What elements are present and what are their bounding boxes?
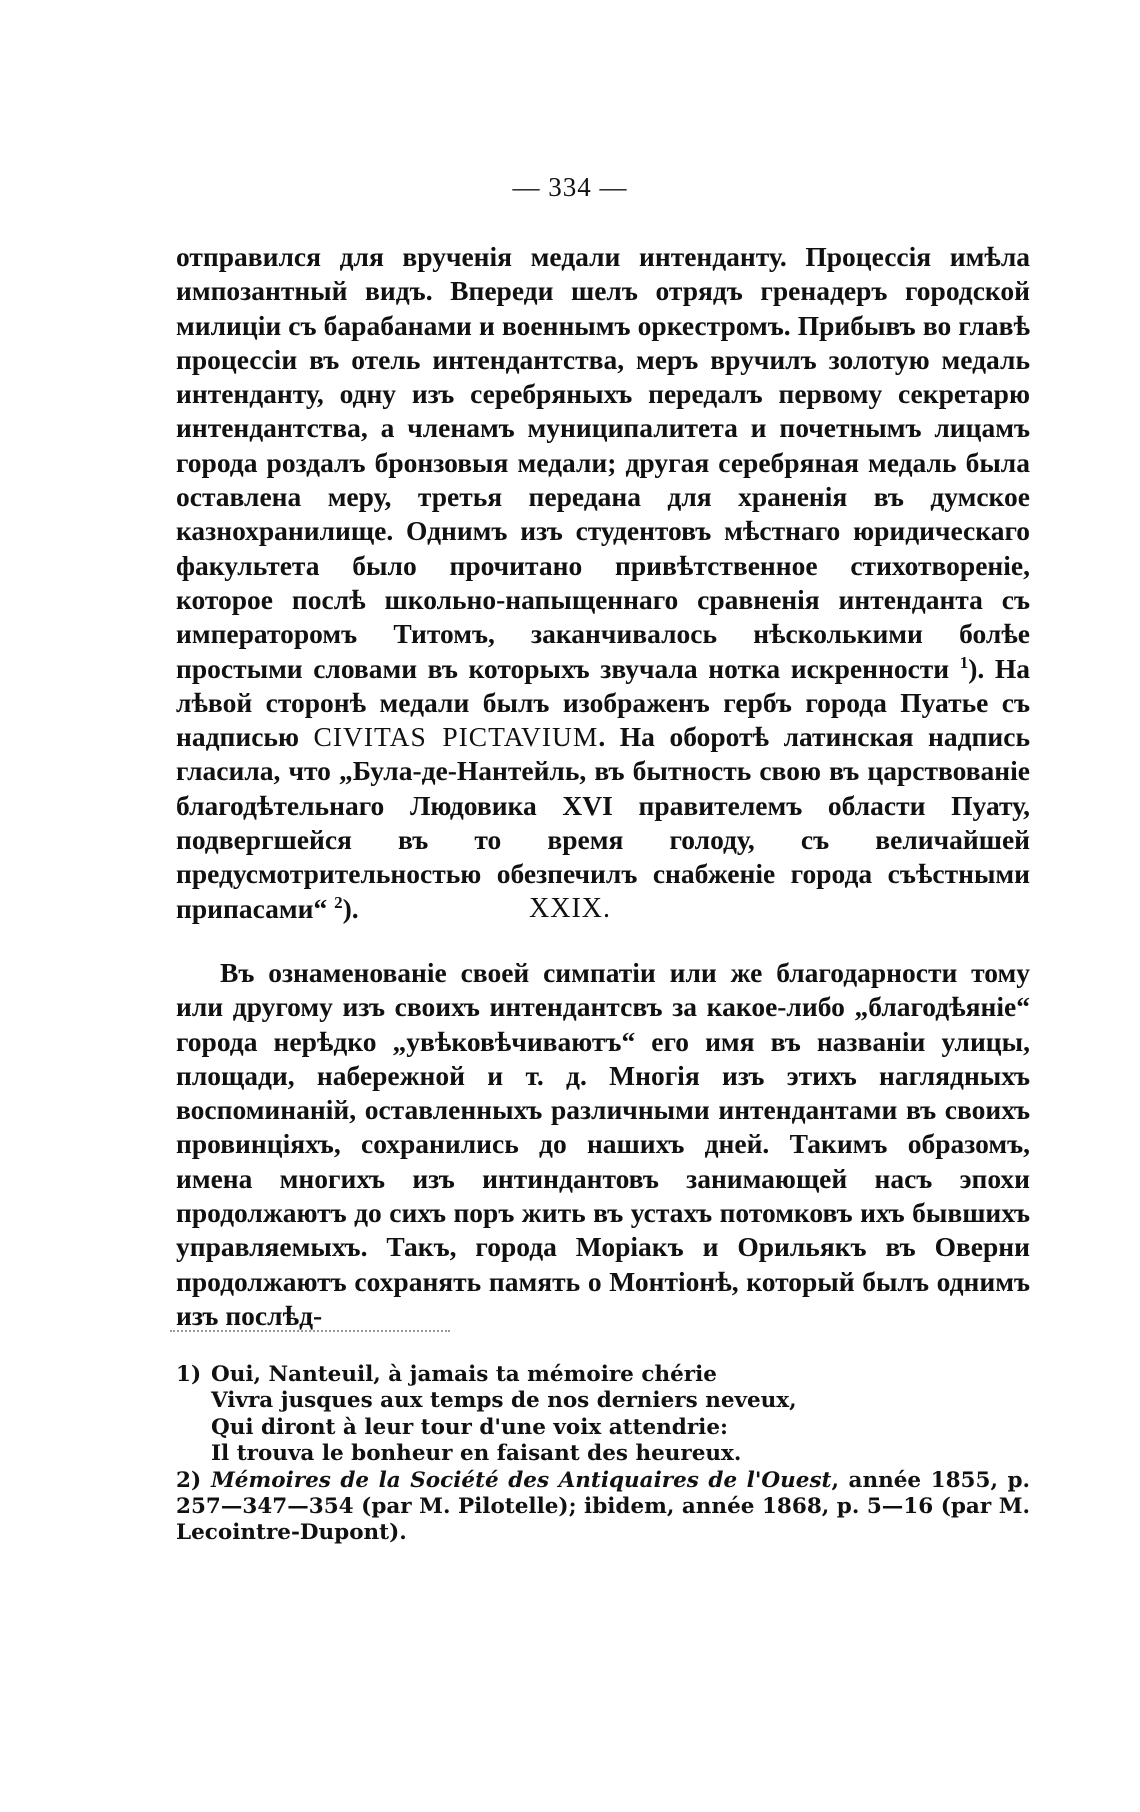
footnote-2-details: , année 1855, p. 257—347—354 (par M. Pilotelle); ibidem, année 1868, p. 5—16 (par M. Lecointre-Dupont).: [176, 1467, 1030, 1546]
footnotes: [176, 1362, 1030, 1547]
footnote-1-verse: Vivra jusques aux temps de nos derniers neveux,: [211, 1388, 797, 1414]
section-heading: XXIX.: [529, 893, 611, 924]
footnote-2-mark: 2): [176, 1467, 202, 1493]
footnote-2: [176, 1468, 1030, 1547]
footnote-separator: [170, 1330, 450, 1332]
page-number: — 334 —: [512, 172, 628, 202]
paragraph-1-text-d: ).: [342, 892, 359, 924]
footnote-1-line: [176, 1441, 1030, 1467]
footnote-1-verse: Oui, Nanteuil, à jamais ta mémoire chérie: [211, 1362, 717, 1387]
paragraph-2-text: Въ ознаменованіе своей симпатіи или же благодарности тому или другому изъ своихъ интендантсвъ за какое-либо „благодѣяніе“ города нерѣдко „увѣковѣчиваютъ“ его имя въ названіи улицы, площади, набережной и т. д. Многія изъ этихъ наглядныхъ воспоминаній, оставленныхъ различными интендантами въ своихъ провинціяхъ, сохранились до нашихъ дней. Такимъ образомъ, имена многихъ изъ интиндантовъ занимающей насъ эпохи продолжаютъ до сихъ поръ жить въ устахъ потомковъ ихъ бывшихъ управляемыхъ. Такъ, города Моріакъ и Орильякъ въ Оверни продолжаютъ сохранять память о Монтіонѣ, который былъ однимъ изъ послѣд-: [176, 957, 1030, 1331]
footnote-1-line: [176, 1388, 1030, 1414]
footnote-1-verse: Qui diront à leur tour d'une voix attendrie:: [211, 1414, 728, 1440]
paragraph-1: [176, 240, 1030, 926]
paragraph-1-text-b: ). На лѣвой сторонѣ медали былъ изображенъ гербъ города Пуатье съ надписью: [176, 652, 1030, 753]
paragraph-1-text-c: . На оборотѣ латинская надпись гласила, что „Була-де-Нантейль, въ бытность свою въ царствованіе благодѣтельнаго Людовика XVI правителемъ области Пуату, подвергшейся въ то время голоду, съ величайшей предусмотрительностью обезпечилъ снабженіе города съѣстными припасами“: [176, 721, 1030, 924]
footnote-ref-2: 2: [334, 892, 343, 912]
footnote-2-source-title: Mémoires de la Société des Antiquaires de l'Ouest: [211, 1467, 832, 1493]
footnote-ref-1: 1: [959, 652, 969, 672]
footnote-1-line: [176, 1415, 1030, 1441]
footnote-1-verse: Il trouva le bonheur en faisant des heureux.: [211, 1441, 742, 1467]
footnote-1-mark: 1): [176, 1362, 202, 1387]
latin-inscription: CIVITAS PICTAVIUM: [313, 721, 599, 753]
footnote-1-line: [176, 1362, 1030, 1388]
paragraph-1-text-a: отправился для врученія медали интенданту. Процессія имѣла импозантный видъ. Впереди шелъ отрядъ гренадеръ городской милиціи съ барабанами и военнымъ оркестромъ. Прибывъ во главѣ процессіи въ отель интендантства, меръ вручилъ золотую медаль интенданту, одну изъ серебряныхъ передалъ первому секретарю интендантства, а членамъ муниципалитета и почетнымъ лицамъ города роздалъ бронзовыя медали; другая серебряная медаль была оставлена меру, третья передана для храненія въ думское казнохранилище. Однимъ изъ студентовъ мѣстнаго юридическаго факультета было прочитано привѣтственное стихотвореніе, которое послѣ школьно-напыщеннаго сравненія интенданта съ императоромъ Титомъ, заканчивалось нѣсколькими болѣе простыми словами въ которыхъ звучала нотка искренности: [176, 241, 1030, 684]
paragraph-2: [176, 956, 1030, 1333]
